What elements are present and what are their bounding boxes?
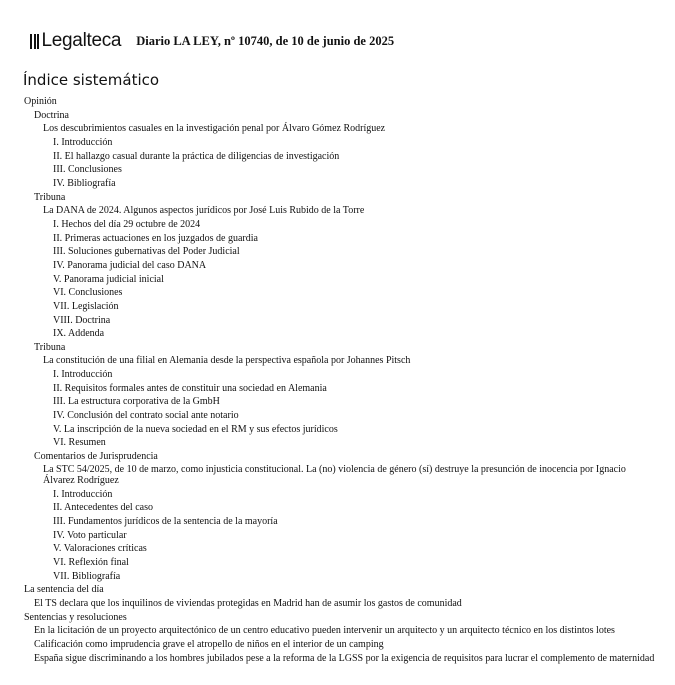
- toc-chapter[interactable]: III. Soluciones gubernativas del Poder Judicial: [53, 246, 240, 258]
- toc-article[interactable]: La STC 54/2025, de 10 de marzo, como injusticia constitucional. La (no) violencia de género (sí) destruye la presunción de inocencia por Ignacio Álvarez Rodríguez: [43, 464, 626, 486]
- toc-subsection[interactable]: Tribuna: [34, 191, 66, 203]
- toc-section[interactable]: Opinión: [24, 96, 57, 107]
- toc-article[interactable]: La constitución de una filial en Alemania desde la perspectiva española por Johannes Pitsch: [43, 355, 411, 367]
- toc-chapter[interactable]: VI. Reflexión final: [53, 557, 129, 568]
- toc-subsection[interactable]: En la licitación de un proyecto arquitectónico de un centro educativo pueden intervenir un arquitecto y un arquitecto técnico en los distintos lotes: [34, 625, 615, 637]
- logo-text: Legalteca: [41, 30, 122, 51]
- toc-subsection[interactable]: Tribuna: [34, 341, 66, 353]
- toc-chapter[interactable]: V. Panorama judicial inicial: [53, 273, 164, 285]
- toc-chapter[interactable]: VIII. Doctrina: [53, 314, 111, 326]
- document-header: [30, 29, 394, 53]
- table-of-contents: [0, 95, 675, 665]
- toc-chapter[interactable]: I. Introducción: [53, 369, 113, 381]
- toc-article[interactable]: Los descubrimientos casuales en la investigación penal por Álvaro Gómez Rodríguez: [43, 123, 386, 135]
- toc-article[interactable]: La DANA de 2024. Algunos aspectos jurídicos por José Luis Rubido de la Torre: [43, 205, 365, 217]
- toc-subsection[interactable]: Calificación como imprudencia grave el atropello de niños en el interior de un camping: [34, 638, 384, 650]
- toc-section[interactable]: Sentencias y resoluciones: [24, 611, 127, 623]
- toc-chapter[interactable]: I. Hechos del día 29 octubre de 2024: [53, 218, 201, 230]
- toc-chapter[interactable]: II. El hallazgo casual durante la práctica de diligencias de investigación: [53, 150, 340, 162]
- toc-chapter[interactable]: II. Primeras actuaciones en los juzgados de guardia: [53, 232, 258, 244]
- toc-chapter[interactable]: IX. Addenda: [53, 328, 105, 340]
- toc-chapter[interactable]: IV. Voto particular: [53, 529, 127, 541]
- toc-subsection[interactable]: Comentarios de Jurisprudencia: [34, 451, 158, 463]
- issue-title: Diario LA LEY, nº 10740, de 10 de junio de 2025: [136, 33, 395, 48]
- toc-chapter[interactable]: IV. Conclusión del contrato social ante notario: [53, 410, 239, 422]
- toc-chapter[interactable]: II. Antecedentes del caso: [53, 502, 153, 514]
- toc-section[interactable]: La sentencia del día: [24, 584, 104, 596]
- index-title: Índice sistemático: [23, 71, 160, 89]
- toc-subsection[interactable]: El TS declara que los inquilinos de viviendas protegidas en Madrid han de asumir los gastos de comunidad: [34, 597, 462, 609]
- toc-chapter[interactable]: IV. Bibliografía: [53, 177, 116, 189]
- toc-chapter[interactable]: VII. Bibliografía: [53, 570, 121, 582]
- toc-chapter[interactable]: I. Introducción: [53, 136, 113, 148]
- toc-chapter[interactable]: IV. Panorama judicial del caso DANA: [53, 259, 207, 271]
- toc-chapter[interactable]: V. La inscripción de la nueva sociedad en el RM y sus efectos jurídicos: [53, 423, 338, 435]
- vertical-bars-logo-icon: [30, 34, 41, 49]
- toc-chapter[interactable]: III. La estructura corporativa de la GmbH: [53, 396, 220, 408]
- toc-chapter[interactable]: V. Valoraciones críticas: [53, 543, 147, 555]
- toc-chapter[interactable]: III. Conclusiones: [53, 164, 122, 176]
- legalteca-logo: [30, 30, 121, 52]
- toc-chapter[interactable]: VII. Legislación: [53, 300, 119, 312]
- toc-subsection[interactable]: España sigue discriminando a los hombres jubilados pese a la reforma de la LGSS por la exigencia de requisitos para lucrar el complemento de maternidad: [34, 652, 655, 664]
- toc-chapter[interactable]: II. Requisitos formales antes de constituir una sociedad en Alemania: [53, 382, 327, 394]
- toc-chapter[interactable]: I. Introducción: [53, 488, 113, 500]
- toc-chapter[interactable]: III. Fundamentos jurídicos de la sentencia de la mayoría: [53, 516, 278, 528]
- toc-chapter[interactable]: VI. Conclusiones: [53, 287, 123, 299]
- toc-subsection[interactable]: Doctrina: [34, 109, 69, 121]
- toc-chapter[interactable]: VI. Resumen: [53, 437, 106, 449]
